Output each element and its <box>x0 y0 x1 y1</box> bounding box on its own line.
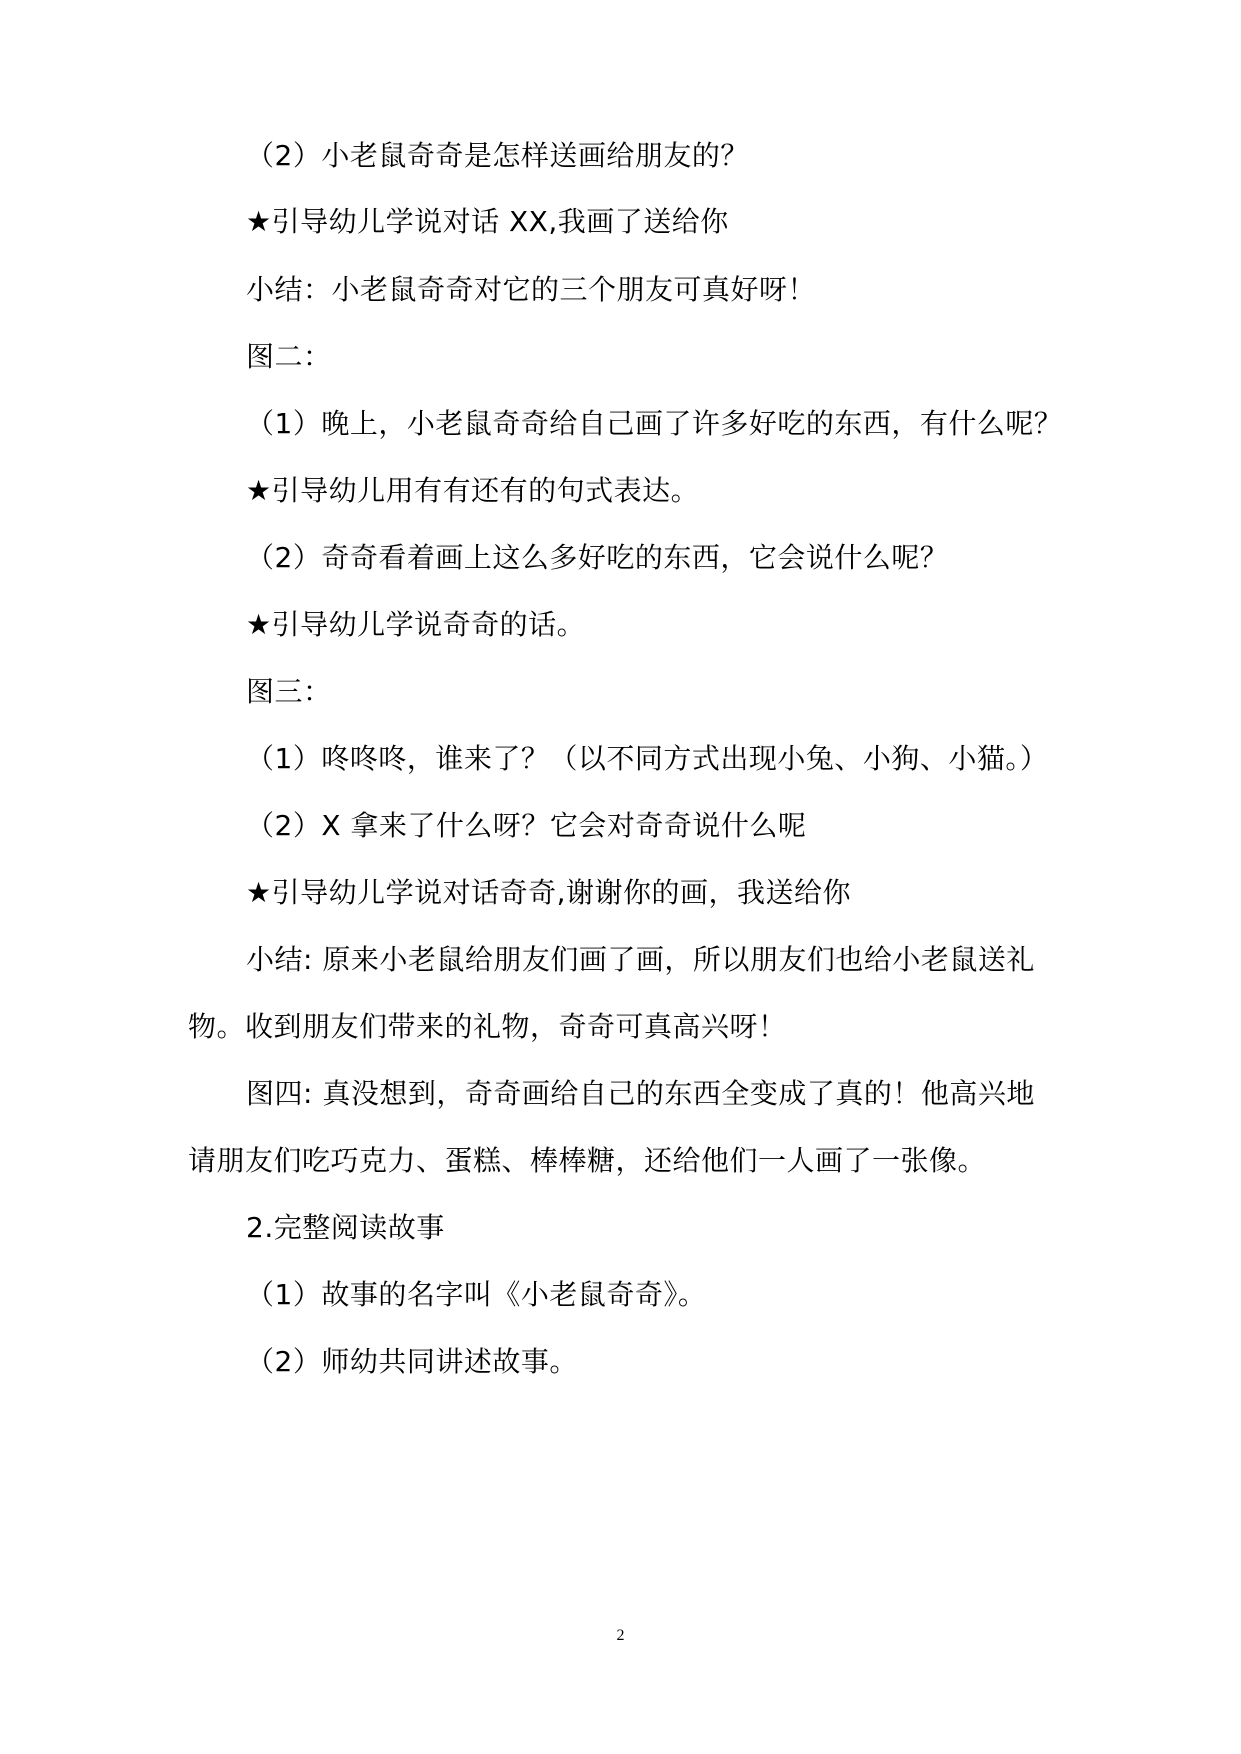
section-heading: 2.完整阅读故事 <box>246 1211 445 1244</box>
text-line: （1）晚上，小老鼠奇奇给自己画了许多好吃的东西，有什么呢？ <box>246 407 1063 440</box>
text-line: ★引导幼儿学说对话奇奇,谢谢你的画，我送给你 <box>246 876 852 909</box>
text-line: （1）咚咚咚，谁来了？（以不同方式出现小兔、小狗、小猫。） <box>246 742 1049 775</box>
section-heading: 图二： <box>246 340 332 373</box>
text-line: （1）故事的名字叫《小老鼠奇奇》。 <box>246 1278 707 1311</box>
text-line: （2）小老鼠奇奇是怎样送画给朋友的？ <box>246 139 749 172</box>
text-line: （2）X 拿来了什么呀？它会对奇奇说什么呢 <box>246 809 807 842</box>
text-line: 小结：小老鼠奇奇对它的三个朋友可真好呀！ <box>246 273 817 306</box>
text-line: （2）奇奇看着画上这么多好吃的东西，它会说什么呢？ <box>246 541 949 574</box>
page-number: 2 <box>616 1627 625 1644</box>
paragraph-line: 物。收到朋友们带来的礼物，奇奇可真高兴呀！ <box>188 1010 787 1043</box>
paragraph-line: 小结: 原来小老鼠给朋友们画了画，所以朋友们也给小老鼠送礼 <box>246 943 1035 976</box>
text-line: ★引导幼儿用有有还有的句式表达。 <box>246 474 700 507</box>
paragraph-line: 请朋友们吃巧克力、蛋糕、棒棒糖，还给他们一人画了一张像。 <box>188 1144 987 1177</box>
text-line: （2）师幼共同讲述故事。 <box>246 1345 578 1378</box>
paragraph-line: 图四: 真没想到，奇奇画给自己的东西全变成了真的！他高兴地 <box>246 1077 1035 1110</box>
text-line: ★引导幼儿学说对话 XX,我画了送给你 <box>246 205 729 238</box>
section-heading: 图三： <box>246 675 332 708</box>
text-line: ★引导幼儿学说奇奇的话。 <box>246 608 586 641</box>
